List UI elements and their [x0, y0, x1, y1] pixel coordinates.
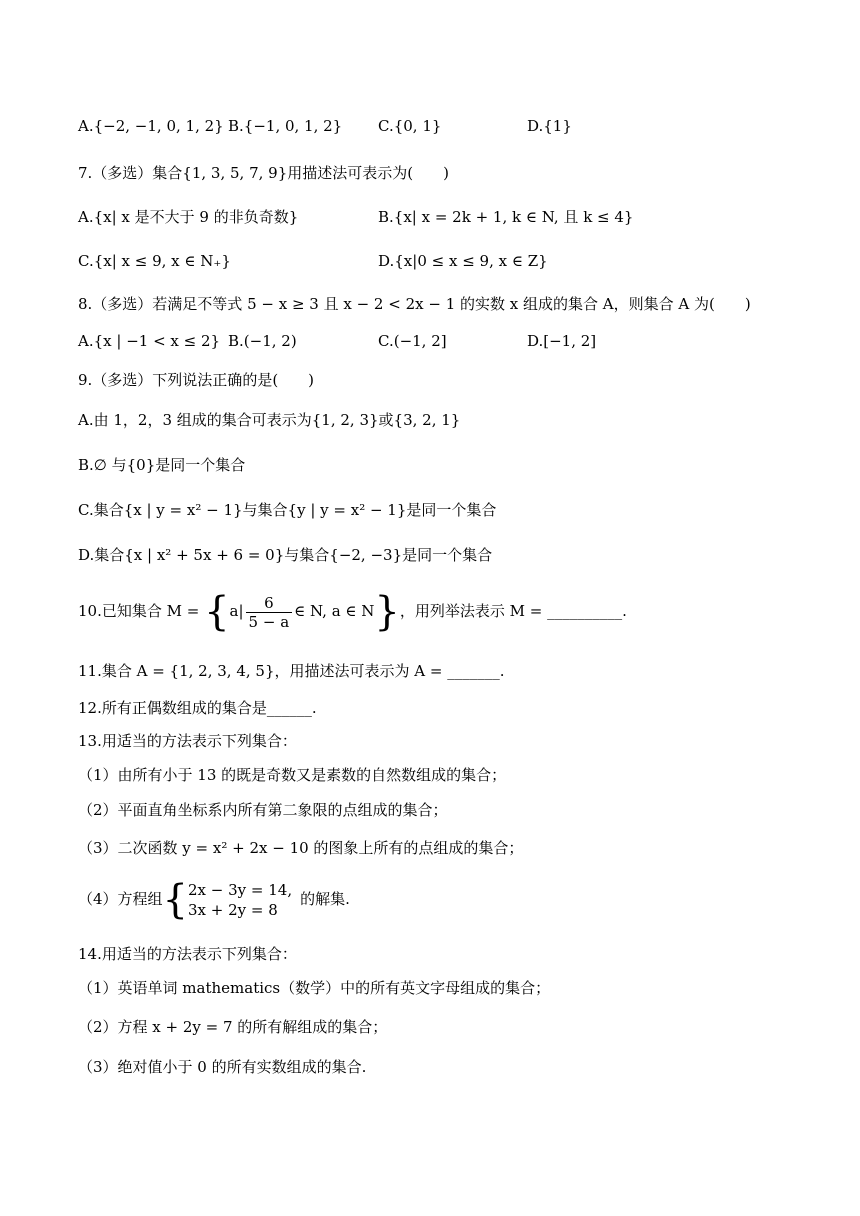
q13-system-brace: {: [162, 877, 188, 923]
q14-part-2: （2）方程 x + 2y = 7 的所有解组成的集合；: [78, 1018, 388, 1036]
q13-part-4-prefix: （4）方程组: [78, 890, 163, 908]
q10-tail: ∈ N, a ∈ N: [294, 602, 375, 620]
q7-option-b: B.{x| x = 2k + 1, k ∈ N, 且 k ≤ 4}: [378, 208, 634, 226]
q7-stem: 7.（多选）集合{1, 3, 5, 7, 9}用描述法可表示为( ): [78, 164, 449, 182]
q13-part-1: （1）由所有小于 13 的既是奇数又是素数的自然数组成的集合；: [78, 766, 507, 784]
q6-option-d: D.{1}: [527, 117, 572, 135]
q10-set-close: }: [374, 589, 400, 635]
q7-option-c: C.{x| x ≤ 9, x ∈ N₊}: [78, 252, 231, 270]
q9-option-b: B.∅ 与{0}是同一个集合: [78, 456, 246, 474]
q10-suffix: ，用列举法表示 M = __________.: [399, 602, 627, 620]
q10-set-open: {: [204, 589, 230, 635]
q9-stem: 9.（多选）下列说法正确的是( ): [78, 371, 315, 389]
q10-fraction: [246, 594, 293, 631]
q6-option-a: A.{−2, −1, 0, 1, 2}: [78, 117, 224, 135]
q6-option-c: C.{0, 1}: [378, 117, 442, 135]
q8-option-a: A.{x | −1 < x ≤ 2}: [78, 332, 221, 350]
q13-part-3: （3）二次函数 y = x² + 2x − 10 的图象上所有的点组成的集合；: [78, 839, 524, 857]
q13-part-4: [78, 876, 350, 922]
q8-option-c: C.(−1, 2]: [378, 332, 447, 350]
q8-option-d: D.[−1, 2]: [527, 332, 597, 350]
q10-line: [78, 588, 627, 634]
q14-stem: 14.用适当的方法表示下列集合：: [78, 945, 297, 963]
q11: 11.集合 A = {1, 2, 3, 4, 5}，用描述法可表示为 A = _______.: [78, 662, 505, 680]
q9-option-c: C.集合{x | y = x² − 1}与集合{y | y = x² − 1}是同一个集合: [78, 501, 497, 519]
q14-part-1: （1）英语单词 mathematics（数学）中的所有英文字母组成的集合；: [78, 979, 551, 997]
q8-stem: 8.（多选）若满足不等式 5 − x ≥ 3 且 x − 2 < 2x − 1 的实数 x 组成的集合 A，则集合 A 为( ): [78, 295, 751, 313]
q10-frac-denominator: 5 − a: [248, 612, 290, 631]
q13-equation-1: 2x − 3y = 14,: [188, 881, 293, 899]
q10-var-bar: a|: [229, 602, 244, 620]
q10-frac-numerator: 6: [246, 594, 293, 613]
q12: 12.所有正偶数组成的集合是______.: [78, 699, 317, 717]
q13-equation-system: [188, 880, 292, 920]
q13-part-2: （2）平面直角坐标系内所有第二象限的点组成的集合；: [78, 801, 448, 819]
q7-option-d: D.{x|0 ≤ x ≤ 9, x ∈ Z}: [378, 252, 548, 270]
q9-option-a: A.由 1，2，3 组成的集合可表示为{1, 2, 3}或{3, 2, 1}: [78, 411, 461, 429]
q9-option-d: D.集合{x | x² + 5x + 6 = 0}与集合{−2, −3}是同一个集合: [78, 546, 493, 564]
q6-option-b: B.{−1, 0, 1, 2}: [228, 117, 343, 135]
q8-option-b: B.(−1, 2): [228, 332, 297, 350]
q13-equation-2: 3x + 2y = 8: [188, 901, 278, 919]
q13-part-4-suffix: 的解集.: [300, 890, 350, 908]
q10-prefix: 10.已知集合 M =: [78, 602, 205, 620]
q14-part-3: （3）绝对值小于 0 的所有实数组成的集合.: [78, 1058, 367, 1076]
q13-stem: 13.用适当的方法表示下列集合：: [78, 732, 297, 750]
q7-option-a: A.{x| x 是不大于 9 的非负奇数}: [78, 208, 299, 226]
